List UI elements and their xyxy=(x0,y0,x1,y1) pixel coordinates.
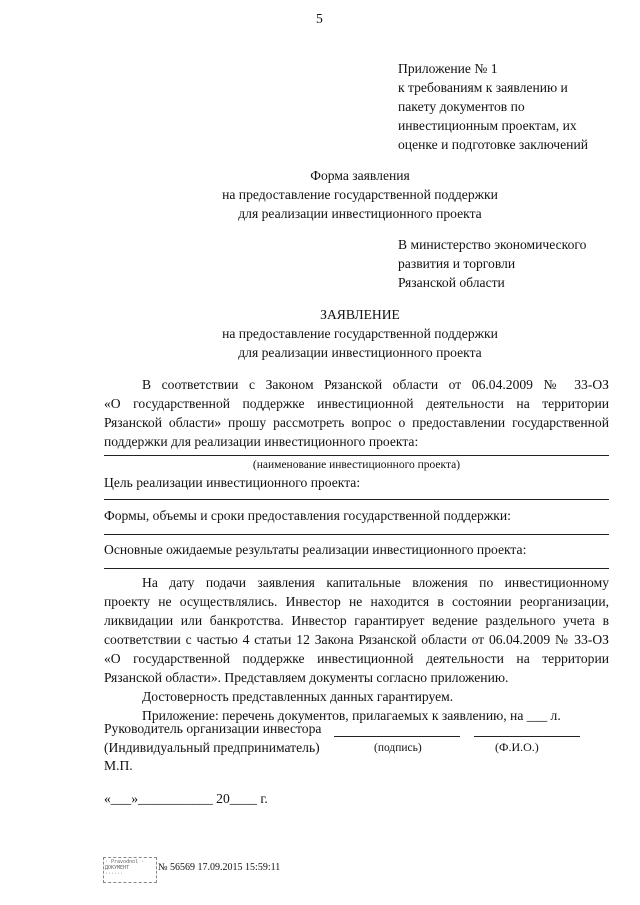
declaration-line: Рязанской области». Представляем документы согласно приложению. xyxy=(104,670,509,685)
full-name-field[interactable] xyxy=(474,736,580,737)
stamp-text: · Pravodnol · ДОКУМЕНТ ······ xyxy=(105,859,145,877)
reliability-text: Достоверность представленных данных гарантируем. xyxy=(142,689,454,704)
form-title-line: Форма заявления xyxy=(310,168,410,183)
signature-caption: (подпись) xyxy=(374,742,422,754)
appendix-line: пакету документов по xyxy=(398,99,525,114)
document-stamp xyxy=(103,857,157,883)
seal-label: М.П. xyxy=(104,758,133,773)
name-caption: (Ф.И.О.) xyxy=(495,740,539,754)
intro-line: В соответствии с Законом Рязанской области от 06.04.2009 № 33-ОЗ xyxy=(142,377,609,392)
results-field[interactable] xyxy=(104,568,609,569)
intro-line: «О государственной поддержке инвестиционной деятельности на территории xyxy=(104,396,609,411)
appendix-line: инвестиционным проектам, их xyxy=(398,118,577,133)
appendix-line: к требованиям к заявлению и xyxy=(398,80,568,95)
head-label: Руководитель организации инвестора xyxy=(104,721,322,736)
declaration-line: ликвидации или банкротства. Инвестор гарантирует ведение раздельного учета в xyxy=(104,613,609,628)
registration-number: № 56569 17.09.2015 15:59:11 xyxy=(158,862,281,873)
form-title-line: для реализации инвестиционного проекта xyxy=(238,206,482,221)
statement-line: на предоставление государственной поддержки xyxy=(222,326,498,341)
addressee-line: развития и торговли xyxy=(398,256,516,271)
results-label: Основные ожидаемые результаты реализации инвестиционного проекта: xyxy=(104,542,527,557)
declaration-line: На дату подачи заявления капитальные вложения по инвестиционному xyxy=(142,575,609,590)
statement-line: для реализации инвестиционного проекта xyxy=(238,345,482,360)
addressee-line: Рязанской области xyxy=(398,275,505,290)
declaration-line: соответствии с частью 4 статьи 12 Закона Рязанской области от 06.04.2009 № 33-ОЗ xyxy=(104,632,609,647)
signature-field[interactable] xyxy=(334,736,460,737)
form-title-line: на предоставление государственной поддержки xyxy=(222,187,498,202)
intro-line: Рязанской области» прошу рассмотреть вопрос о предоставлении государственной xyxy=(104,415,609,430)
goal-field[interactable] xyxy=(104,499,609,500)
entrepreneur-label: (Индивидуальный предприниматель) xyxy=(104,740,320,755)
appendix-line: Приложение № 1 xyxy=(398,61,498,76)
forms-field[interactable] xyxy=(104,534,609,535)
statement-title: ЗАЯВЛЕНИЕ xyxy=(320,307,400,322)
declaration-line: «О государственной поддержке инвестиционной деятельности на территории xyxy=(104,651,609,666)
appendix-line: оценке и подготовке заключений xyxy=(398,137,588,152)
declaration-line: проекту не осуществлялись. Инвестор не находится в состоянии реорганизации, xyxy=(104,594,609,609)
addressee-line: В министерство экономического xyxy=(398,237,587,252)
page-number: 5 xyxy=(316,11,323,26)
date-line: «___»___________ 20____ г. xyxy=(104,791,268,806)
project-name-field[interactable] xyxy=(104,455,609,456)
forms-label: Формы, объемы и сроки предоставления государственной поддержки: xyxy=(104,508,511,523)
attachment-text: Приложение: перечень документов, прилагаемых к заявлению, на ___ л. xyxy=(142,708,561,723)
goal-label: Цель реализации инвестиционного проекта: xyxy=(104,475,361,490)
intro-line: поддержки для реализации инвестиционного проекта: xyxy=(104,434,419,449)
project-name-caption: (наименование инвестиционного проекта) xyxy=(252,459,461,471)
